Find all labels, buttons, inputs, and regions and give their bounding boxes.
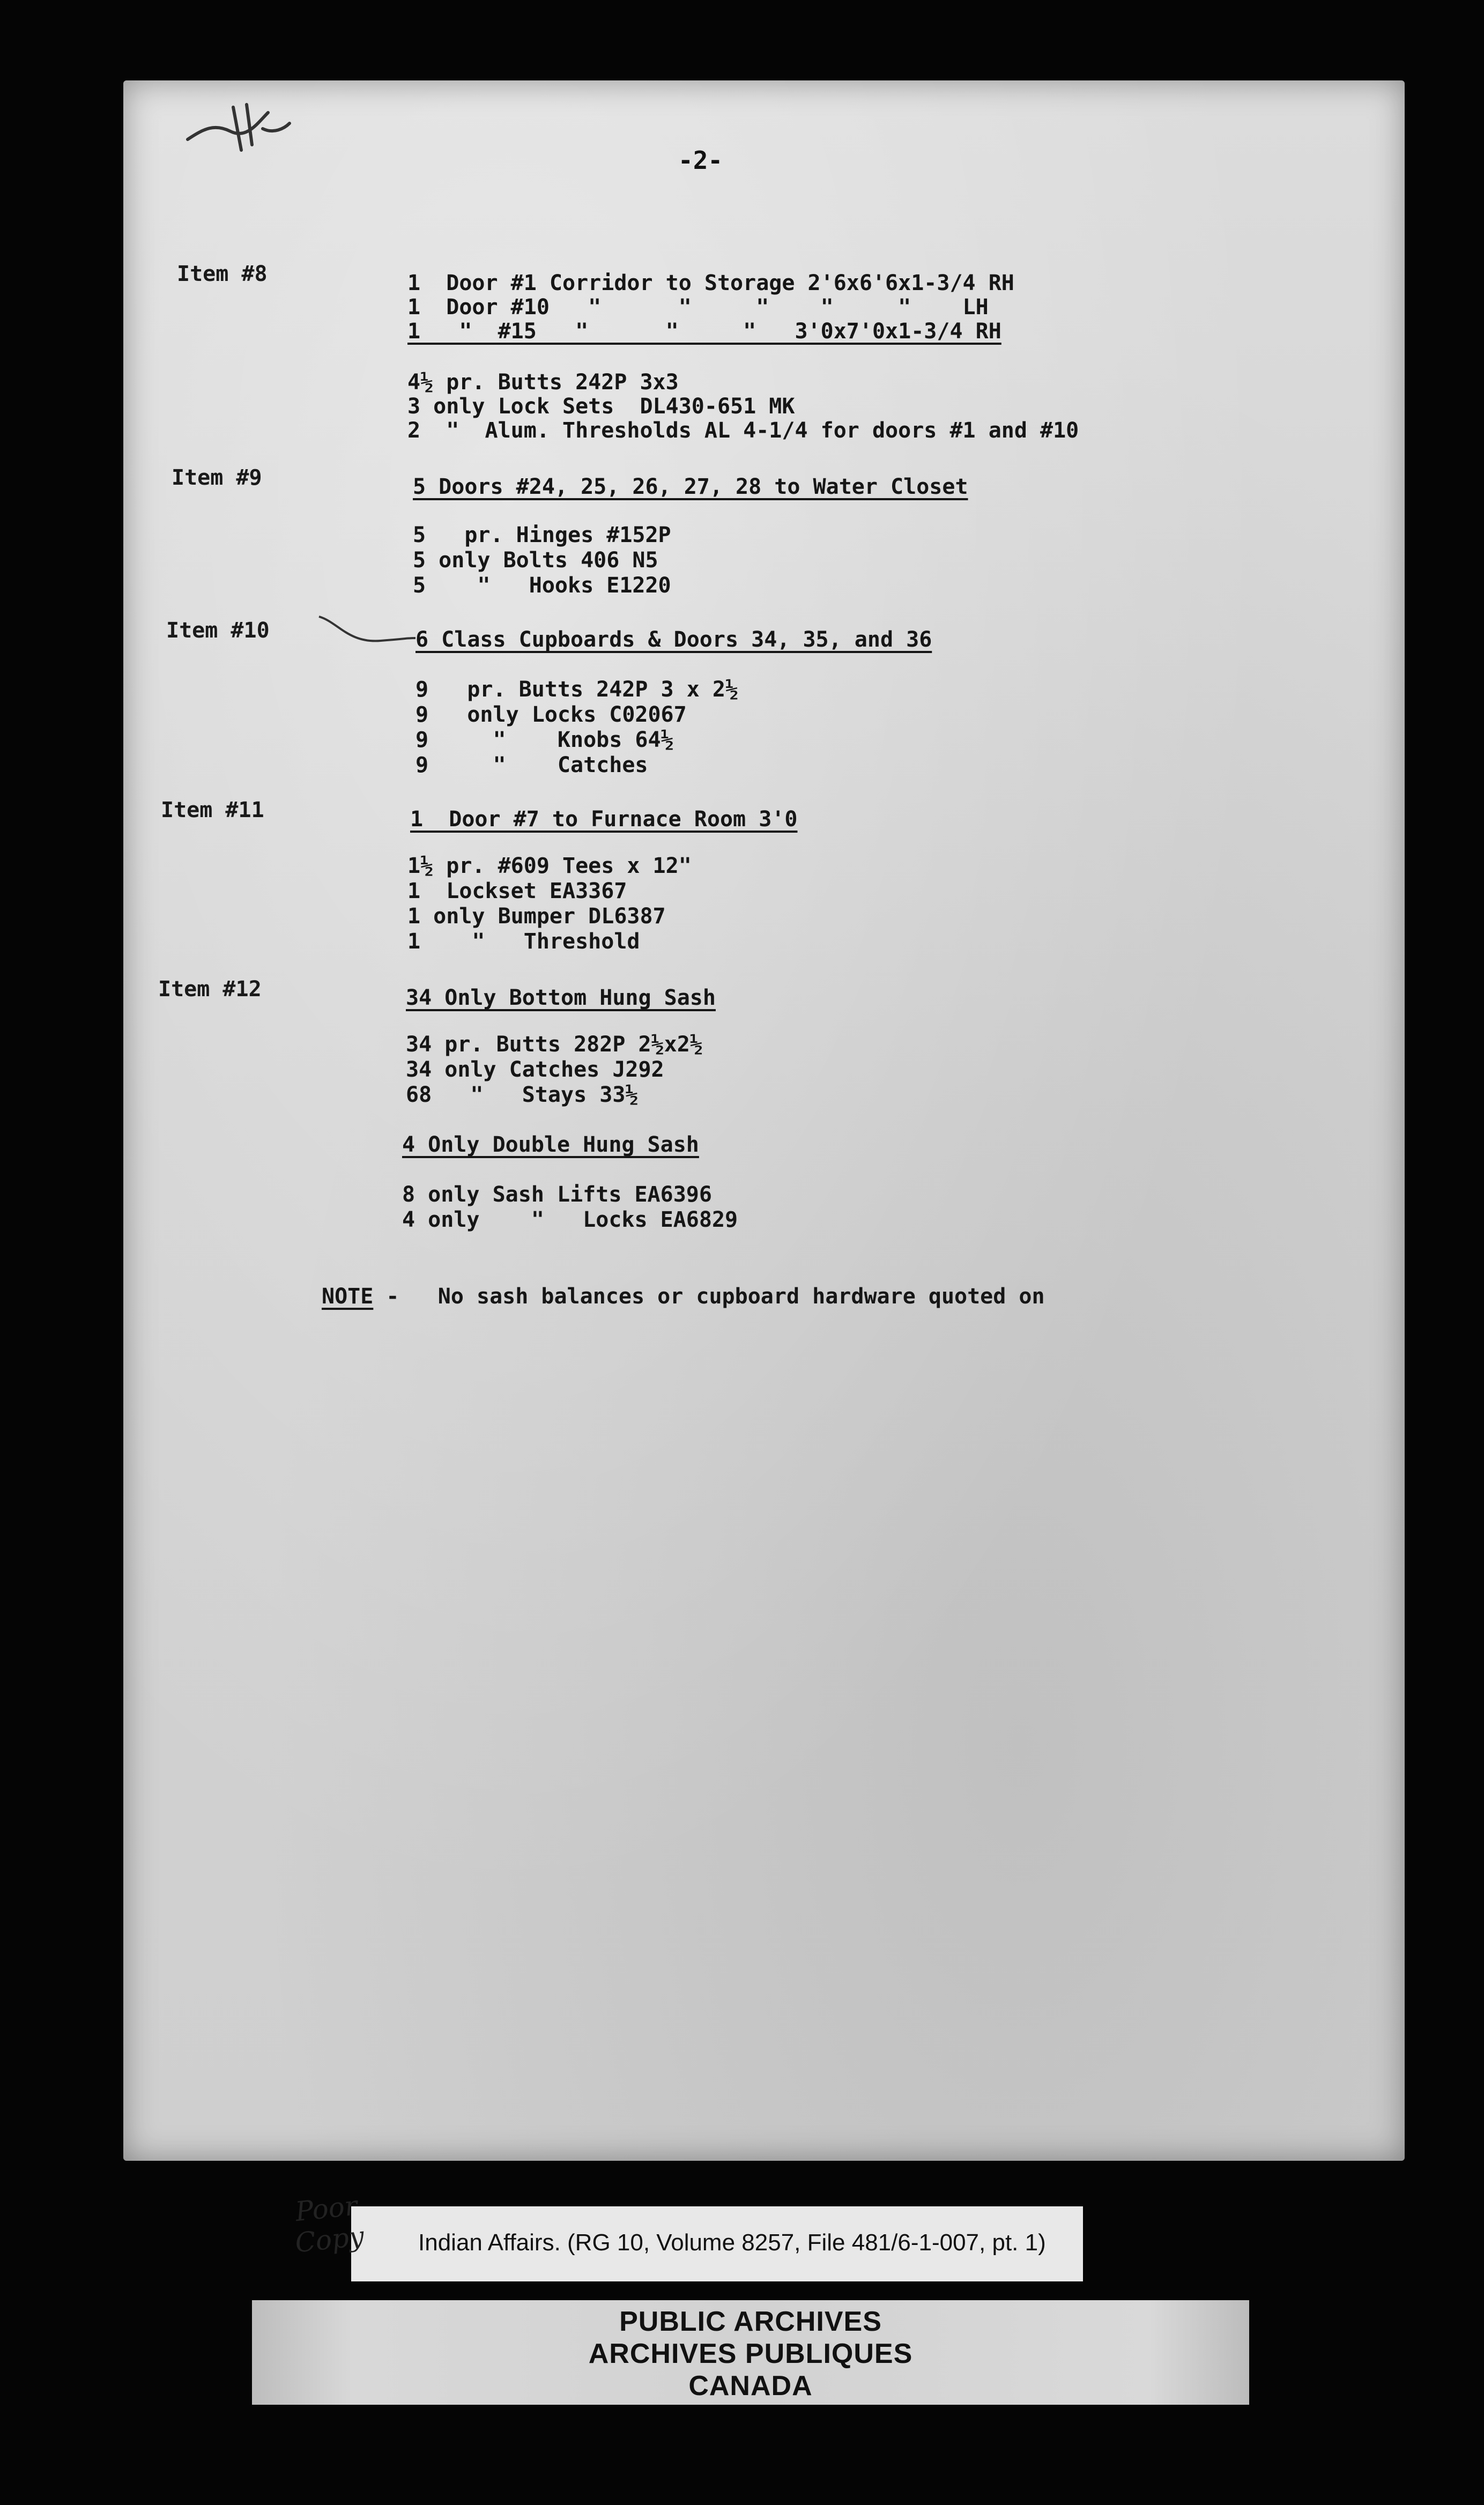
pointer-stroke-icon <box>316 611 418 654</box>
hardware-line: 2 " Alum. Thresholds AL 4-1/4 for doors #1 and #10 <box>407 418 1079 443</box>
hardware-line: 34 pr. Butts 282P 2½x2½ <box>406 1032 703 1057</box>
door-line: 1 Door #10 " " " " " LH <box>407 295 989 320</box>
note-label: NOTE <box>322 1284 374 1309</box>
hardware-line: 1 " Threshold <box>407 929 640 954</box>
paper-sheet <box>123 80 1405 2161</box>
door-line: 5 Doors #24, 25, 26, 27, 28 to Water Closet <box>413 475 968 499</box>
hardware-line: 9 only Locks C02067 <box>415 702 687 727</box>
item-label: Item #9 <box>172 465 262 490</box>
poor-copy-handwriting: Poor Copy <box>293 2190 366 2259</box>
note <box>322 1284 1045 1309</box>
door-line: 1 " #15 " " " 3'0x7'0x1-3/4 RH <box>407 319 1001 344</box>
handwritten-mark-icon <box>182 91 295 161</box>
hardware-line: 9 " Knobs 64½ <box>415 728 674 752</box>
note-text: - No sash balances or cupboard hardware quoted on <box>373 1284 1045 1309</box>
hardware-line: 8 only Sash Lifts EA6396 <box>402 1182 712 1207</box>
hardware-line: 1 Lockset EA3367 <box>407 879 627 903</box>
stamp-line-country: CANADA <box>688 2370 813 2402</box>
item-label: Item #12 <box>158 977 262 1002</box>
hardware-line: 4½ pr. Butts 242P 3x3 <box>407 370 679 395</box>
sash-line: 4 Only Double Hung Sash <box>402 1132 699 1157</box>
hardware-line: 5 pr. Hinges #152P <box>413 523 671 547</box>
hardware-line: 5 " Hooks E1220 <box>413 573 671 598</box>
stamp-line-french: ARCHIVES PUBLIQUES <box>588 2338 913 2369</box>
door-line: 6 Class Cupboards & Doors 34, 35, and 36 <box>415 627 932 652</box>
item-label: Item #8 <box>177 262 268 286</box>
hardware-line: 1½ pr. #609 Tees x 12" <box>407 854 692 878</box>
hardware-line: 1 only Bumper DL6387 <box>407 904 666 929</box>
archive-reference: Indian Affairs. (RG 10, Volume 8257, File 481/6-1-007, pt. 1) <box>418 2229 1046 2256</box>
hardware-line: 9 pr. Butts 242P 3 x 2½ <box>415 677 739 702</box>
hardware-line: 5 only Bolts 406 N5 <box>413 548 658 573</box>
hardware-line: 34 only Catches J292 <box>406 1057 664 1082</box>
hardware-line: 4 only " Locks EA6829 <box>402 1207 738 1232</box>
item-label: Item #10 <box>166 618 270 643</box>
sash-line: 34 Only Bottom Hung Sash <box>406 985 716 1010</box>
hardware-line: 9 " Catches <box>415 753 648 777</box>
door-line: 1 Door #7 to Furnace Room 3'0 <box>410 807 798 832</box>
item-label: Item #11 <box>161 798 264 822</box>
hardware-line: 3 only Lock Sets DL430-651 MK <box>407 394 795 419</box>
hardware-line: 68 " Stays 33½ <box>406 1083 639 1107</box>
stamp-line-english: PUBLIC ARCHIVES <box>619 2306 882 2337</box>
door-line: 1 Door #1 Corridor to Storage 2'6x6'6x1-3/4 RH <box>407 271 1014 295</box>
page-number: -2- <box>678 146 723 175</box>
